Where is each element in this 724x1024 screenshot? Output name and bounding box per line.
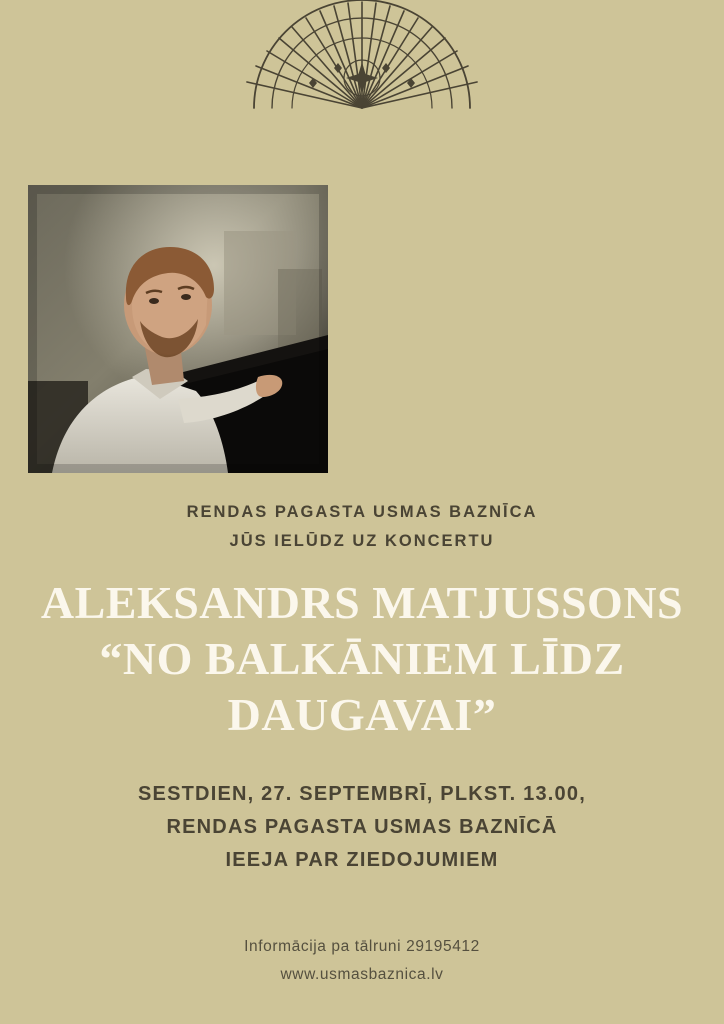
photo-pianist-portrait [28,185,328,473]
title-line-3: DAUGAVAI” [227,689,497,740]
title-line-2: “NO BALKĀNIEM LĪDZ [99,633,625,684]
intro-text [0,498,724,556]
details-datetime: SESTDIEN, 27. SEPTEMBRĪ, PLKST. 13.00, [138,783,586,805]
footer-contact [0,933,724,989]
contact-phone: Informācija pa tālruni 29195412 [244,938,480,955]
poster-title [0,575,724,743]
details-venue: RENDAS PAGASTA USMAS BAZNĪCĀ [166,816,558,838]
intro-line-1: RENDAS PAGASTA USMAS BAZNĪCA [186,503,538,521]
sunburst-rays-ornament [142,0,582,130]
contact-website[interactable]: www.usmasbaznica.lv [280,966,444,983]
intro-line-2: JŪS IELŪDZ UZ KONCERTU [229,532,495,550]
title-line-1: ALEKSANDRS MATJUSSONS [40,577,684,628]
details-entry: IEEJA PAR ZIEDOJUMIEM [225,849,499,871]
performer-photo [28,185,328,473]
event-details [0,778,724,877]
